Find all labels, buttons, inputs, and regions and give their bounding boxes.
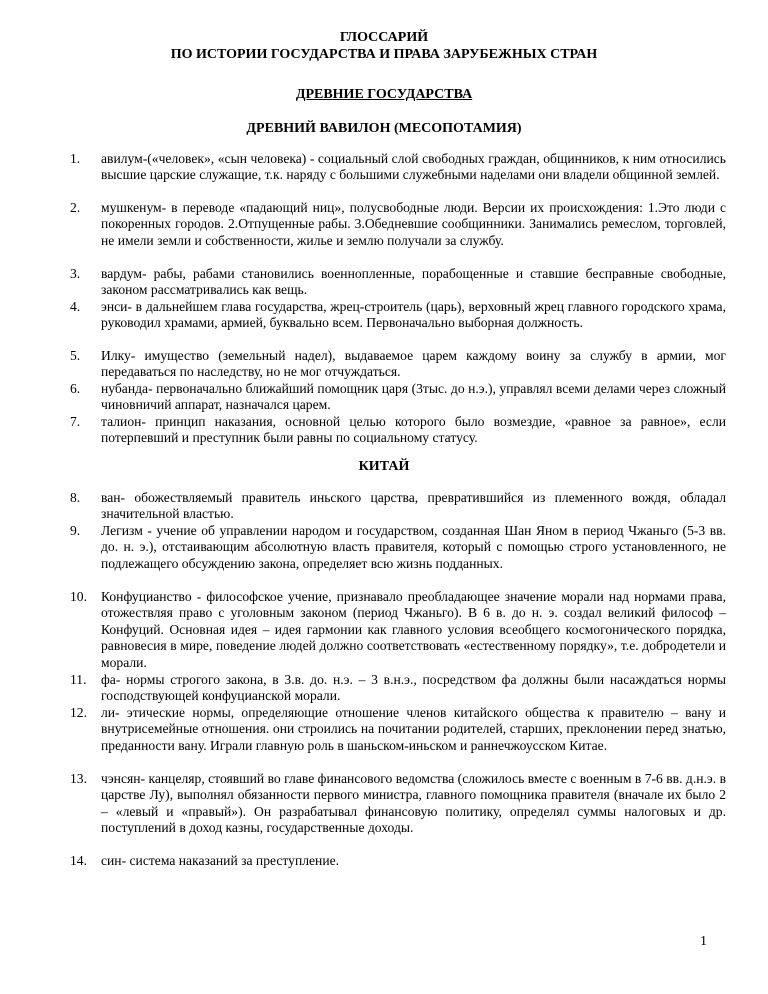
item-number: 7.	[70, 414, 81, 429]
item-number: 5.	[70, 348, 81, 363]
item-number: 10.	[70, 589, 87, 604]
item-number: 12.	[70, 705, 87, 720]
item-number: 1.	[70, 151, 81, 166]
glossary-item	[70, 414, 726, 447]
item-number: 11.	[70, 672, 87, 687]
item-text: нубанда- первоначально ближайший помощник царя (3тыс. до н.э.), управлял всеми делами через сложный чиновничий аппарат, назначался царем.	[101, 381, 726, 413]
item-number: 2.	[70, 200, 81, 215]
glossary-item	[70, 299, 726, 332]
glossary-item	[70, 523, 726, 572]
item-text: талион- принцип наказания, основной целью которого было возмездие, «равное за равное», если потерпевший и преступник были равны по социальному статусу.	[101, 414, 726, 446]
item-number: 14.	[70, 853, 87, 868]
item-text: фа- нормы строгого закона, в 3.в. до. н.э. – 3 в.н.э., посредством фа должны были насаждаться нормы господствующей конфуцианской морали.	[101, 672, 726, 704]
glossary-item	[70, 381, 726, 414]
item-text: син- система наказаний за преступление.	[101, 853, 340, 868]
glossary-item	[70, 151, 726, 184]
item-text: чэнсян- канцеляр, стоявший во главе финансового ведомства (сложилось вместе с военным в 7-6 вв. д.н.э. в царстве Лу), выполнял обязанности первого министра, главного помощника правителя (вначале их было 2 – «левый и «правый»). Он разрабатывал финансовую политику, определял суммы налоговых и др. поступлений в доход казны, государственные доходы.	[101, 771, 726, 836]
item-number: 3.	[70, 266, 81, 281]
item-number: 9.	[70, 523, 81, 538]
glossary-item	[70, 589, 726, 671]
item-text: энси- в дальнейшем глава государства, жрец-строитель (царь), верховный жрец главного городского храма, руководил храмами, армией, буквально всем. Первоначально выборная должность.	[101, 299, 726, 331]
item-text: Легизм - учение об управлении народом и государством, созданная Шан Яном в период Чжаньго (5-3 вв. до. н. э.), отстаивающим абсолютную власть правителя, который с помощью строго установленного, не подлежащего обсуждению закона, определяет всю жизнь подданных.	[101, 523, 726, 571]
glossary-item	[70, 200, 726, 249]
section-heading-china: КИТАЙ	[358, 459, 410, 474]
item-text: вардум- рабы, рабами становились военнопленные, порабощенные и ставшие бесправные свободные, законом рассматривались как вещь.	[101, 266, 726, 298]
item-number: 4.	[70, 299, 81, 314]
item-number: 8.	[70, 490, 81, 505]
glossary-item	[70, 490, 726, 523]
glossary-item	[70, 853, 726, 869]
glossary-item	[70, 672, 726, 705]
item-text: Илку- имущество (земельный надел), выдаваемое царем каждому воину за службу в армии, мог передаваться по наследству, но не мог отчуждаться.	[101, 348, 726, 380]
section-heading-babylon: ДРЕВНИЙ ВАВИЛОН (МЕСОПОТАМИЯ)	[246, 121, 522, 136]
glossary-item	[70, 771, 726, 837]
glossary-item	[70, 348, 726, 381]
item-text: авилум-(«человек», «сын человека) - социальный слой свободных граждан, общинников, к ним относились высшие царские служащие, т.к. наряду с большими служебными наделами они владели общинной землей.	[101, 151, 726, 183]
glossary-item	[70, 705, 726, 754]
glossary-item	[70, 266, 726, 299]
item-text: ван- обожествляемый правитель иньского царства, превратившийся из племенного вождя, обладал значительной властью.	[101, 490, 726, 522]
page-number: 1	[700, 934, 707, 949]
item-text: ли- этические нормы, определяющие отношение членов китайского общества к правителю – вану и внутрисемейные отношения. они строились на почитании родителей, старших, преклонении перед знатью, преданности вану. Играли главную роль в шаньском-иньском и раннечжоусском Китае.	[101, 705, 726, 753]
glossary-title: ГЛОССАРИЙ	[339, 30, 429, 45]
section-heading-ancient-states: ДРЕВНИЕ ГОСУДАРСТВА	[295, 87, 473, 102]
glossary-subtitle: ПО ИСТОРИИ ГОСУДАРСТВА И ПРАВА ЗАРУБЕЖНЫХ СТРАН	[170, 47, 598, 62]
item-text: мушкенум- в переводе «падающий ниц», полусвободные люди. Версии их происхождения: 1.Это люди с покоренных городов. 2.Отпущенные рабы. 3.Обедневшие сообщинники. Занимались ремеслом, торговлей, не имели земли и собственности, жилье и землю получали за службу.	[101, 200, 726, 248]
item-number: 6.	[70, 381, 81, 396]
item-text: Конфуцианство - философское учение, признавало преобладающее значение морали над нормами права, отожествляя право с уголовным законом (период Чжаньго). В 6 в. до н. э. создал великий философ – Конфуций. Основная идея – идея гармонии как главного условия всеобщего космогонического порядка, равновесия в мире, поведение людей должно соответствовать «естественному порядку», т.е. добродетели и морали.	[101, 589, 726, 670]
item-number: 13.	[70, 771, 87, 786]
